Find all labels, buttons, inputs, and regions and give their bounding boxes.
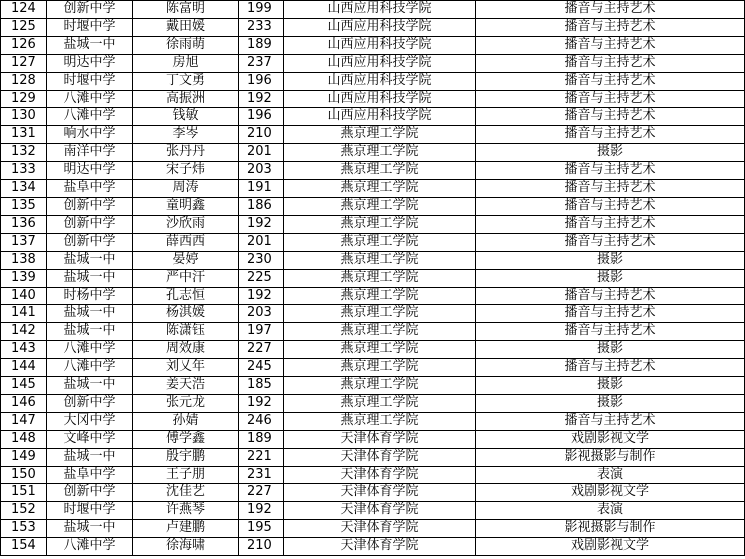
- row-index: 150: [1, 466, 47, 484]
- school-name: 盐城一中: [47, 377, 133, 395]
- row-index: 133: [1, 162, 47, 180]
- table-row: [1, 126, 745, 144]
- row-index: 149: [1, 448, 47, 466]
- major-name: 播音与主持艺术: [476, 412, 745, 430]
- score: 203: [239, 162, 284, 180]
- major-name: 播音与主持艺术: [476, 126, 745, 144]
- row-index: 139: [1, 269, 47, 287]
- student-name: 殷宇鹏: [133, 448, 239, 466]
- school-name: 八滩中学: [47, 341, 133, 359]
- row-index: 124: [1, 1, 47, 19]
- school-name: 创新中学: [47, 1, 133, 19]
- major-name: 摄影: [476, 144, 745, 162]
- student-name: 张丹丹: [133, 144, 239, 162]
- row-index: 147: [1, 412, 47, 430]
- table-row: [1, 36, 745, 54]
- student-name: 钱敏: [133, 108, 239, 126]
- student-name: 高振洲: [133, 90, 239, 108]
- student-name: 杨淇媛: [133, 305, 239, 323]
- student-name: 童明鑫: [133, 197, 239, 215]
- school-name: 盐城一中: [47, 36, 133, 54]
- table-row: [1, 412, 745, 430]
- university-name: 燕京理工学院: [284, 341, 476, 359]
- school-name: 八滩中学: [47, 538, 133, 556]
- student-name: 许燕琴: [133, 502, 239, 520]
- table-row: [1, 54, 745, 72]
- school-name: 文峰中学: [47, 430, 133, 448]
- score: 192: [239, 502, 284, 520]
- row-index: 153: [1, 520, 47, 538]
- school-name: 八滩中学: [47, 90, 133, 108]
- school-name: 盐城一中: [47, 251, 133, 269]
- university-name: 山西应用科技学院: [284, 1, 476, 19]
- row-index: 134: [1, 180, 47, 198]
- student-name: 晏婷: [133, 251, 239, 269]
- student-name: 宋子炜: [133, 162, 239, 180]
- score: 225: [239, 269, 284, 287]
- table-body: [1, 1, 745, 556]
- university-name: 燕京理工学院: [284, 323, 476, 341]
- school-name: 创新中学: [47, 233, 133, 251]
- table-row: [1, 305, 745, 323]
- row-index: 142: [1, 323, 47, 341]
- table-row: [1, 269, 745, 287]
- major-name: 播音与主持艺术: [476, 323, 745, 341]
- row-index: 129: [1, 90, 47, 108]
- student-name: 戴田媛: [133, 18, 239, 36]
- university-name: 燕京理工学院: [284, 394, 476, 412]
- score: 186: [239, 197, 284, 215]
- score: 201: [239, 144, 284, 162]
- row-index: 125: [1, 18, 47, 36]
- major-name: 播音与主持艺术: [476, 72, 745, 90]
- table-row: [1, 430, 745, 448]
- major-name: 影视摄影与制作: [476, 520, 745, 538]
- university-name: 燕京理工学院: [284, 251, 476, 269]
- school-name: 盐阜中学: [47, 466, 133, 484]
- major-name: 播音与主持艺术: [476, 215, 745, 233]
- score: 196: [239, 72, 284, 90]
- score: 199: [239, 1, 284, 19]
- row-index: 128: [1, 72, 47, 90]
- score: 210: [239, 126, 284, 144]
- row-index: 151: [1, 484, 47, 502]
- university-name: 燕京理工学院: [284, 233, 476, 251]
- university-name: 燕京理工学院: [284, 412, 476, 430]
- table-row: [1, 323, 745, 341]
- row-index: 143: [1, 341, 47, 359]
- school-name: 大冈中学: [47, 412, 133, 430]
- score: 195: [239, 520, 284, 538]
- university-name: 燕京理工学院: [284, 162, 476, 180]
- university-name: 燕京理工学院: [284, 305, 476, 323]
- student-name: 房旭: [133, 54, 239, 72]
- row-index: 130: [1, 108, 47, 126]
- student-name: 沈佳艺: [133, 484, 239, 502]
- row-index: 144: [1, 359, 47, 377]
- university-name: 燕京理工学院: [284, 215, 476, 233]
- row-index: 152: [1, 502, 47, 520]
- university-name: 燕京理工学院: [284, 377, 476, 395]
- row-index: 137: [1, 233, 47, 251]
- major-name: 播音与主持艺术: [476, 1, 745, 19]
- school-name: 八滩中学: [47, 359, 133, 377]
- university-name: 燕京理工学院: [284, 197, 476, 215]
- school-name: 盐城一中: [47, 269, 133, 287]
- student-name: 周效康: [133, 341, 239, 359]
- table-row: [1, 215, 745, 233]
- row-index: 132: [1, 144, 47, 162]
- table-row: [1, 394, 745, 412]
- score: 197: [239, 323, 284, 341]
- student-name: 刘乂年: [133, 359, 239, 377]
- row-index: 136: [1, 215, 47, 233]
- school-name: 盐城一中: [47, 520, 133, 538]
- score: 192: [239, 90, 284, 108]
- university-name: 山西应用科技学院: [284, 54, 476, 72]
- student-name: 周涛: [133, 180, 239, 198]
- student-name: 沙欣雨: [133, 215, 239, 233]
- student-name: 姜天浩: [133, 377, 239, 395]
- table-row: [1, 448, 745, 466]
- student-name: 丁文勇: [133, 72, 239, 90]
- row-index: 135: [1, 197, 47, 215]
- score: 233: [239, 18, 284, 36]
- table-row: [1, 287, 745, 305]
- student-name: 孔志恒: [133, 287, 239, 305]
- major-name: 戏剧影视文学: [476, 430, 745, 448]
- row-index: 140: [1, 287, 47, 305]
- major-name: 播音与主持艺术: [476, 18, 745, 36]
- university-name: 山西应用科技学院: [284, 18, 476, 36]
- major-name: 播音与主持艺术: [476, 233, 745, 251]
- table-row: [1, 108, 745, 126]
- student-name: 卢建鹏: [133, 520, 239, 538]
- table-row: [1, 180, 745, 198]
- student-name: 陈富明: [133, 1, 239, 19]
- table-row: [1, 377, 745, 395]
- major-name: 摄影: [476, 394, 745, 412]
- table-row: [1, 144, 745, 162]
- major-name: 摄影: [476, 269, 745, 287]
- school-name: 创新中学: [47, 484, 133, 502]
- score: 227: [239, 341, 284, 359]
- table-row: [1, 502, 745, 520]
- row-index: 154: [1, 538, 47, 556]
- major-name: 影视摄影与制作: [476, 448, 745, 466]
- school-name: 创新中学: [47, 394, 133, 412]
- student-name: 李岑: [133, 126, 239, 144]
- university-name: 燕京理工学院: [284, 269, 476, 287]
- table-row: [1, 18, 745, 36]
- major-name: 表演: [476, 502, 745, 520]
- row-index: 148: [1, 430, 47, 448]
- table-row: [1, 538, 745, 556]
- score: 192: [239, 215, 284, 233]
- score: 192: [239, 394, 284, 412]
- student-name: 徐海啸: [133, 538, 239, 556]
- score: 231: [239, 466, 284, 484]
- table-row: [1, 72, 745, 90]
- school-name: 盐城一中: [47, 448, 133, 466]
- student-name: 孙婧: [133, 412, 239, 430]
- student-name: 严中汗: [133, 269, 239, 287]
- table-row: [1, 466, 745, 484]
- major-name: 播音与主持艺术: [476, 287, 745, 305]
- university-name: 天津体育学院: [284, 538, 476, 556]
- major-name: 播音与主持艺术: [476, 108, 745, 126]
- major-name: 播音与主持艺术: [476, 305, 745, 323]
- student-name: 傅学鑫: [133, 430, 239, 448]
- university-name: 天津体育学院: [284, 448, 476, 466]
- university-name: 天津体育学院: [284, 484, 476, 502]
- university-name: 山西应用科技学院: [284, 36, 476, 54]
- score: 189: [239, 36, 284, 54]
- table-row: [1, 251, 745, 269]
- score: 246: [239, 412, 284, 430]
- major-name: 播音与主持艺术: [476, 54, 745, 72]
- row-index: 131: [1, 126, 47, 144]
- score: 192: [239, 287, 284, 305]
- score: 201: [239, 233, 284, 251]
- major-name: 播音与主持艺术: [476, 359, 745, 377]
- table-row: [1, 162, 745, 180]
- table-row: [1, 90, 745, 108]
- school-name: 盐城一中: [47, 323, 133, 341]
- row-index: 138: [1, 251, 47, 269]
- school-name: 创新中学: [47, 197, 133, 215]
- score: 237: [239, 54, 284, 72]
- university-name: 天津体育学院: [284, 502, 476, 520]
- student-name: 徐雨萌: [133, 36, 239, 54]
- student-name: 王子朋: [133, 466, 239, 484]
- university-name: 天津体育学院: [284, 466, 476, 484]
- school-name: 时堰中学: [47, 18, 133, 36]
- table-row: [1, 197, 745, 215]
- table-row: [1, 520, 745, 538]
- school-name: 创新中学: [47, 215, 133, 233]
- school-name: 明达中学: [47, 162, 133, 180]
- school-name: 盐城一中: [47, 305, 133, 323]
- score: 196: [239, 108, 284, 126]
- score: 210: [239, 538, 284, 556]
- row-index: 141: [1, 305, 47, 323]
- row-index: 126: [1, 36, 47, 54]
- table-row: [1, 484, 745, 502]
- score: 191: [239, 180, 284, 198]
- major-name: 播音与主持艺术: [476, 197, 745, 215]
- score: 227: [239, 484, 284, 502]
- major-name: 摄影: [476, 341, 745, 359]
- row-index: 146: [1, 394, 47, 412]
- school-name: 时杨中学: [47, 287, 133, 305]
- school-name: 南洋中学: [47, 144, 133, 162]
- university-name: 天津体育学院: [284, 430, 476, 448]
- major-name: 表演: [476, 466, 745, 484]
- university-name: 天津体育学院: [284, 520, 476, 538]
- table-row: [1, 341, 745, 359]
- university-name: 山西应用科技学院: [284, 90, 476, 108]
- score: 185: [239, 377, 284, 395]
- school-name: 时堰中学: [47, 502, 133, 520]
- score: 221: [239, 448, 284, 466]
- major-name: 摄影: [476, 251, 745, 269]
- score: 230: [239, 251, 284, 269]
- university-name: 燕京理工学院: [284, 287, 476, 305]
- major-name: 播音与主持艺术: [476, 180, 745, 198]
- score: 189: [239, 430, 284, 448]
- school-name: 响水中学: [47, 126, 133, 144]
- student-name: 张元龙: [133, 394, 239, 412]
- major-name: 摄影: [476, 377, 745, 395]
- major-name: 播音与主持艺术: [476, 162, 745, 180]
- major-name: 播音与主持艺术: [476, 90, 745, 108]
- school-name: 时堰中学: [47, 72, 133, 90]
- student-name: 陈潇钰: [133, 323, 239, 341]
- university-name: 山西应用科技学院: [284, 72, 476, 90]
- university-name: 燕京理工学院: [284, 126, 476, 144]
- major-name: 戏剧影视文学: [476, 538, 745, 556]
- table-row: [1, 1, 745, 19]
- row-index: 145: [1, 377, 47, 395]
- university-name: 燕京理工学院: [284, 180, 476, 198]
- major-name: 戏剧影视文学: [476, 484, 745, 502]
- school-name: 八滩中学: [47, 108, 133, 126]
- university-name: 山西应用科技学院: [284, 108, 476, 126]
- table-row: [1, 233, 745, 251]
- score: 203: [239, 305, 284, 323]
- school-name: 盐阜中学: [47, 180, 133, 198]
- table-row: [1, 359, 745, 377]
- row-index: 127: [1, 54, 47, 72]
- score: 245: [239, 359, 284, 377]
- university-name: 燕京理工学院: [284, 144, 476, 162]
- university-name: 燕京理工学院: [284, 359, 476, 377]
- school-name: 明达中学: [47, 54, 133, 72]
- student-name: 薛西西: [133, 233, 239, 251]
- major-name: 播音与主持艺术: [476, 36, 745, 54]
